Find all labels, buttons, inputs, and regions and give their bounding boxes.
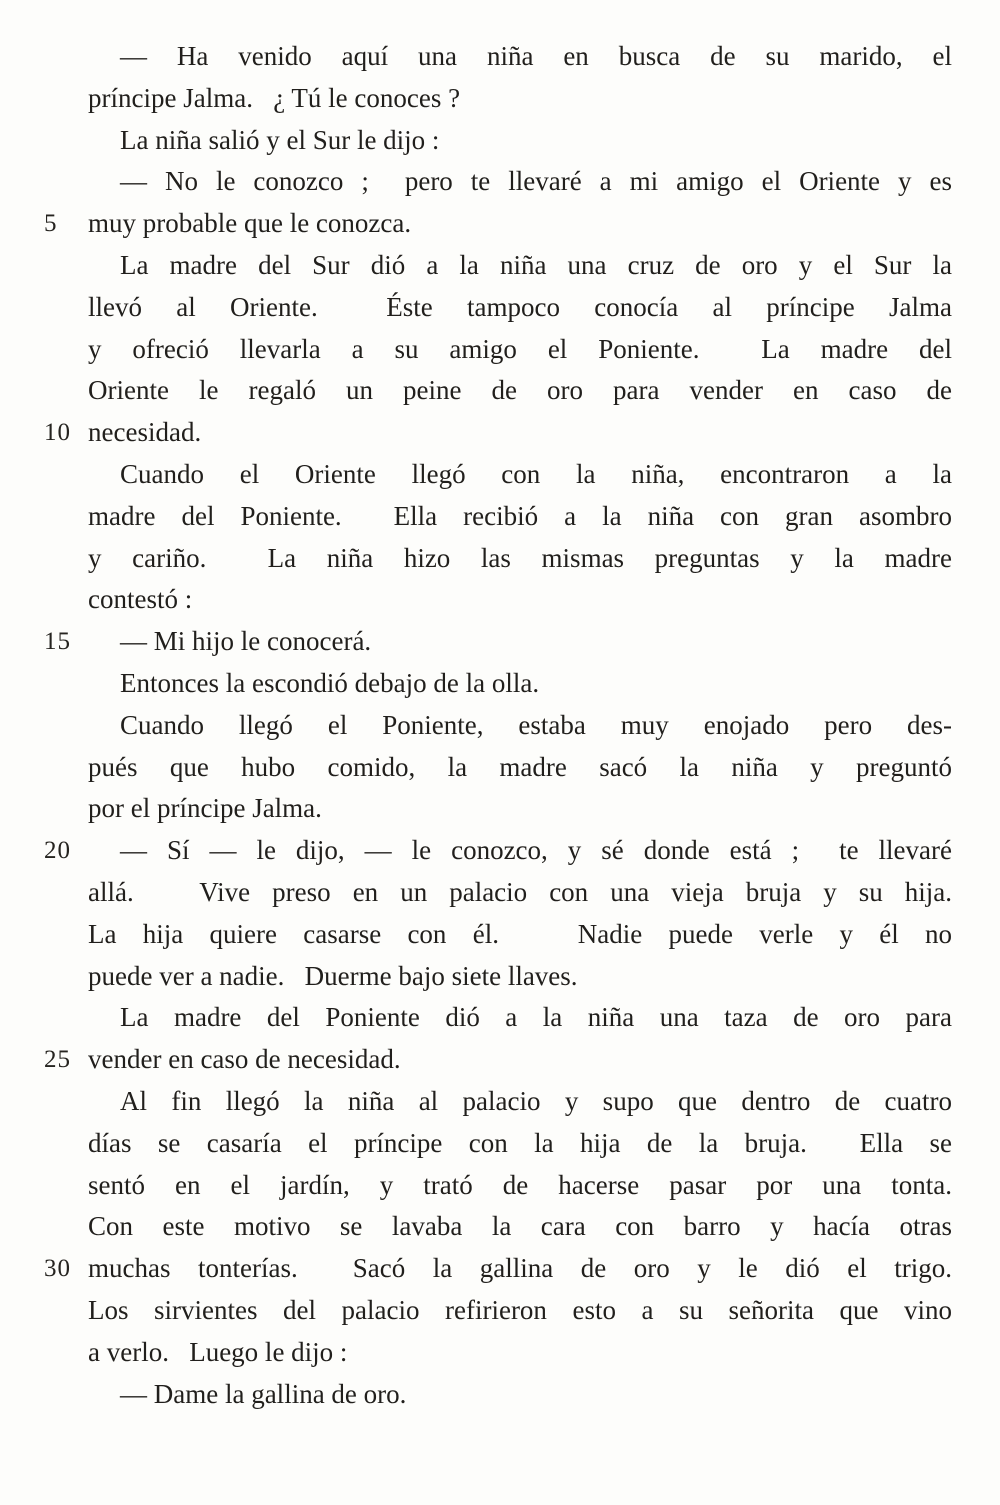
text-line	[0, 1039, 1000, 1081]
text-line	[0, 1332, 1000, 1374]
text-line	[0, 1374, 1000, 1416]
line-text: La niña salió y el Sur le dijo :	[120, 124, 440, 155]
text-line	[0, 287, 1000, 329]
text-line	[0, 872, 1000, 914]
text-line	[0, 161, 1000, 203]
line-text: sentó en el jardín, y trató de hacerse pasar por una tonta.	[88, 1169, 952, 1200]
line-text: Con este motivo se lavaba la cara con barro y hacía otras	[88, 1211, 952, 1242]
line-text: Al fin llegó la niña al palacio y supo que dentro de cuatro	[120, 1085, 952, 1116]
line-text: madre del Poniente. Ella recibió a la niña con gran asombro	[88, 500, 952, 531]
line-text: Oriente le regaló un peine de oro para vender en caso de	[88, 375, 952, 406]
line-text: días se casaría el príncipe con la hija de la bruja. Ella se	[88, 1127, 952, 1158]
line-text: a verlo. Luego le dijo :	[88, 1336, 348, 1367]
text-line	[0, 1206, 1000, 1248]
text-line	[0, 78, 1000, 120]
line-text: llevó al Oriente. Éste tampoco conocía al príncipe Jalma	[88, 291, 952, 322]
text-line	[0, 579, 1000, 621]
text-line	[0, 120, 1000, 162]
text-line	[0, 956, 1000, 998]
line-text: — Ha venido aquí una niña en busca de su marido, el	[120, 41, 952, 71]
line-text: La madre del Sur dió a la niña una cruz de oro y el Sur la	[120, 249, 952, 280]
text-line	[0, 412, 1000, 454]
line-text: contestó :	[88, 584, 193, 615]
line-text: La madre del Poniente dió a la niña una taza de oro para	[120, 1002, 952, 1033]
line-number: 10	[44, 419, 71, 447]
text-line	[0, 36, 1000, 78]
text-line	[0, 1248, 1000, 1290]
line-text: vender en caso de necesidad.	[88, 1044, 401, 1075]
text-line	[0, 1165, 1000, 1207]
line-number: 30	[44, 1255, 71, 1283]
line-number: 5	[44, 210, 58, 238]
line-number: 20	[44, 837, 71, 865]
line-text: Los sirvientes del palacio refirieron esto a su señorita que vino	[88, 1294, 952, 1325]
line-text: por el príncipe Jalma.	[88, 793, 322, 824]
line-text: — Dame la gallina de oro.	[120, 1378, 407, 1409]
line-text: príncipe Jalma. ¿ Tú le conoces ?	[88, 82, 461, 113]
text-line	[0, 788, 1000, 830]
text-line	[0, 914, 1000, 956]
text-block	[0, 36, 1000, 1415]
line-text: — No le conozco ; pero te llevaré a mi amigo el Oriente y es	[120, 166, 952, 197]
text-line	[0, 1123, 1000, 1165]
line-text: y ofreció llevarla a su amigo el Poniente. La madre del	[88, 333, 952, 364]
text-line	[0, 538, 1000, 580]
line-text: Cuando llegó el Poniente, estaba muy enojado pero des-	[120, 709, 952, 740]
line-text: Cuando el Oriente llegó con la niña, encontraron a la	[120, 458, 952, 489]
text-line	[0, 329, 1000, 371]
line-number: 15	[44, 628, 71, 656]
line-text: allá. Vive preso en un palacio con una vieja bruja y su hija.	[88, 876, 952, 907]
line-text: muy probable que le conozca.	[88, 208, 412, 239]
text-line	[0, 705, 1000, 747]
line-text: La hija quiere casarse con él. Nadie puede verle y él no	[88, 918, 952, 949]
text-line	[0, 663, 1000, 705]
text-line	[0, 997, 1000, 1039]
text-line	[0, 203, 1000, 245]
text-line	[0, 370, 1000, 412]
line-text: necesidad.	[88, 417, 202, 448]
line-text: y cariño. La niña hizo las mismas preguntas y la madre	[88, 542, 952, 573]
text-line	[0, 830, 1000, 872]
text-line	[0, 1290, 1000, 1332]
line-text: — Mi hijo le conocerá.	[120, 626, 372, 657]
text-line	[0, 245, 1000, 287]
line-number: 25	[44, 1046, 71, 1074]
line-text: — Sí — le dijo, — le conozco, y sé donde está ; te llevaré	[120, 835, 952, 866]
text-line	[0, 454, 1000, 496]
line-text: muchas tonterías. Sacó la gallina de oro y le dió el trigo.	[88, 1253, 952, 1284]
text-line	[0, 496, 1000, 538]
line-text: puede ver a nadie. Duerme bajo siete llaves.	[88, 960, 578, 991]
line-text: Entonces la escondió debajo de la olla.	[120, 667, 540, 698]
text-line	[0, 621, 1000, 663]
text-line	[0, 747, 1000, 789]
text-line	[0, 1081, 1000, 1123]
line-text: pués que hubo comido, la madre sacó la niña y preguntó	[88, 751, 952, 782]
